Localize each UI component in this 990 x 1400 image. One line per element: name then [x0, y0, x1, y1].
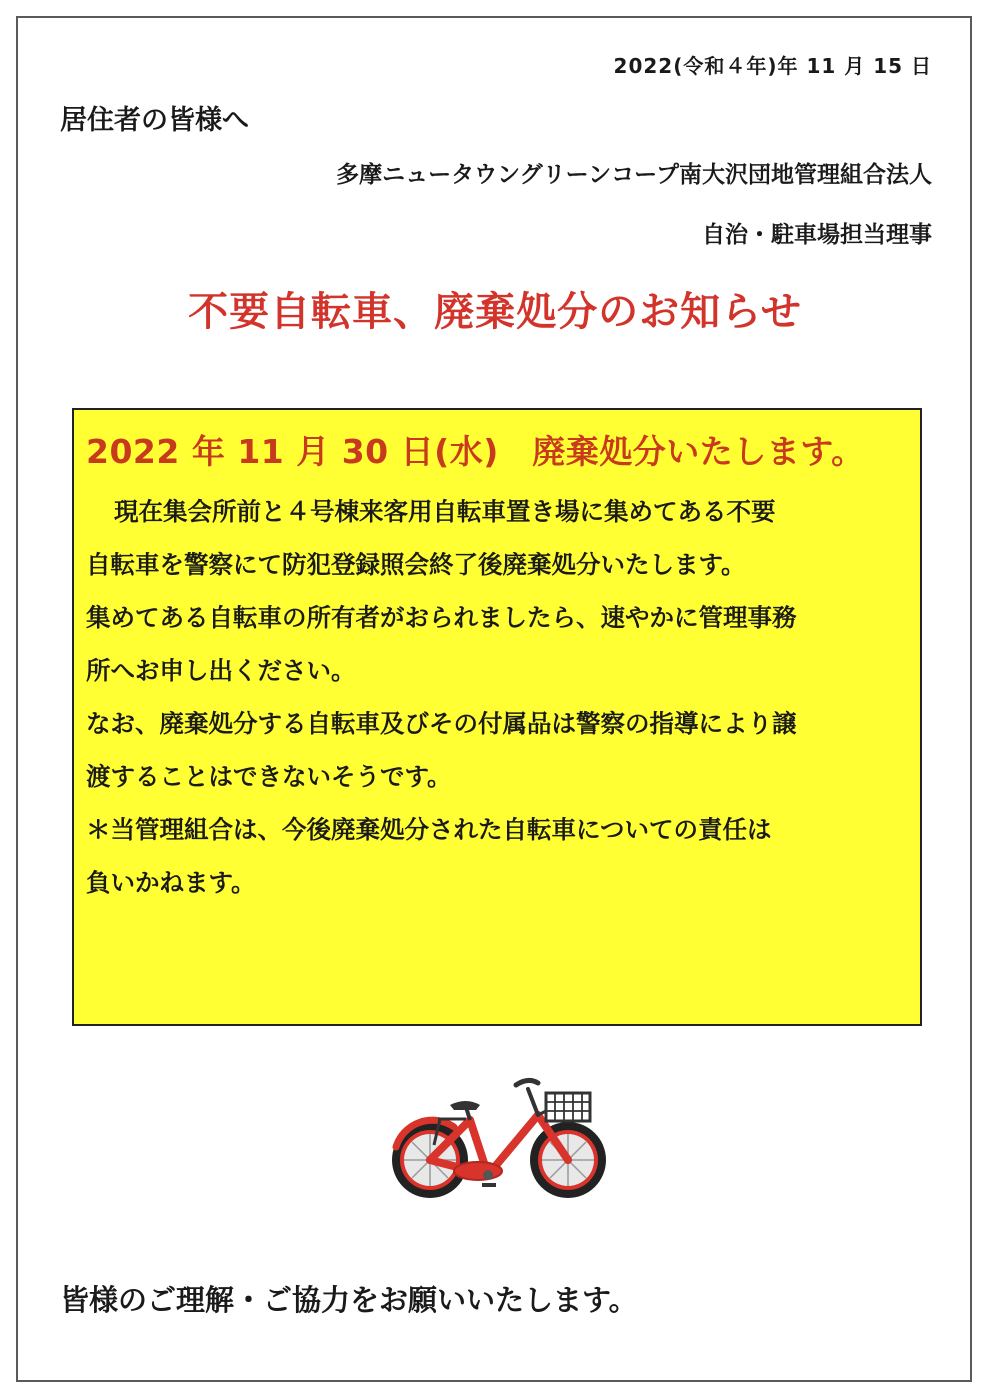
disposal-date-headline: 2022 年 11 月 30 日(水) 廃棄処分いたします。 — [86, 432, 865, 471]
notice-line: 所へお申し出ください。 — [86, 656, 356, 685]
issue-date: 2022(令和４年)年 11 月 15 日 — [613, 54, 932, 78]
sender-organization: 多摩ニュータウングリーンコープ南大沢団地管理組合法人 — [336, 162, 932, 188]
notice-line: 渡することはできないそうです。 — [86, 762, 452, 791]
sender-role: 自治・駐車場担当理事 — [702, 222, 932, 248]
notice-line: 現在集会所前と４号棟来客用自転車置き場に集めてある不要 — [114, 497, 776, 526]
closing-message: 皆様のご理解・ご協力をお願いいたします。 — [60, 1283, 638, 1317]
notice-line: なお、廃棄処分する自転車及びその付属品は警察の指導により譲 — [86, 709, 797, 738]
notice-line: 負いかねます。 — [86, 868, 256, 897]
notice-body — [86, 485, 906, 909]
notice-title: 不要自転車、廃棄処分のお知らせ — [188, 289, 802, 335]
notice-line: ＊当管理組合は、今後廃棄処分された自転車についての責任は — [86, 815, 772, 844]
addressee: 居住者の皆様へ — [60, 105, 249, 136]
bicycle-icon — [388, 1075, 610, 1205]
basket — [546, 1093, 590, 1121]
notice-line: 集めてある自転車の所有者がおられましたら、速やかに管理事務 — [86, 603, 797, 632]
notice-box — [72, 408, 922, 1026]
notice-line: 自転車を警察にて防犯登録照会終了後廃棄処分いたします。 — [86, 550, 746, 579]
